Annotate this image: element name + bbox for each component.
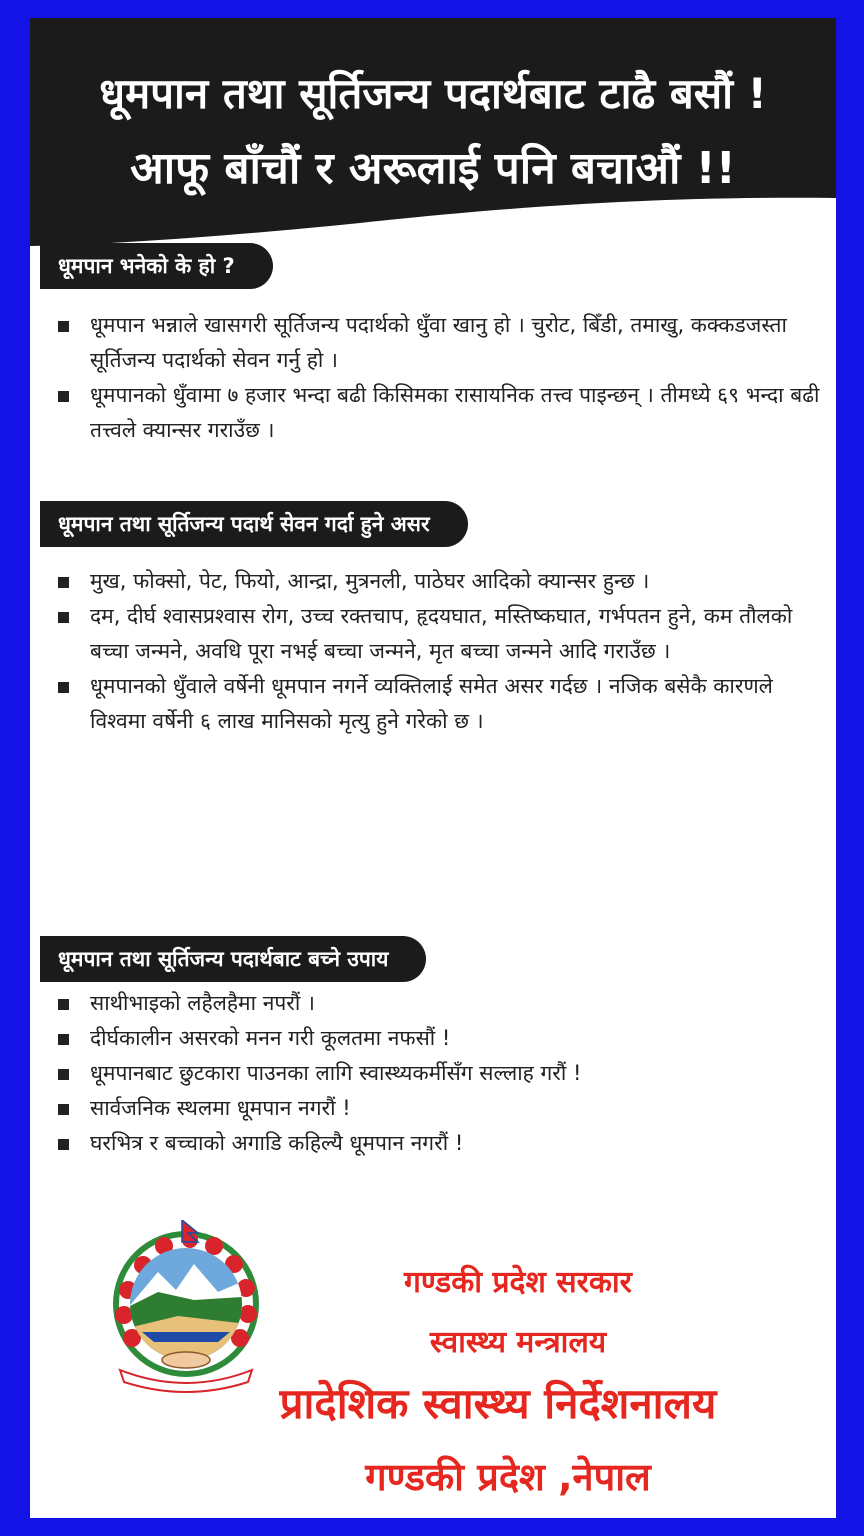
section-list-what-is-smoking [56,308,826,448]
bullet-icon [58,1069,69,1080]
list-item [56,564,826,599]
list-item-text: दीर्घकालीन असरको मनन गरी कूलतमा नफसौं ! [90,1026,451,1050]
section-list-prevention [56,986,826,1161]
footer-line-ministry: स्वास्थ्य मन्त्रालय [429,1325,607,1360]
poster [30,18,836,1518]
list-item [56,1126,826,1161]
bullet-icon [58,1034,69,1045]
section-title-effects: धूमपान तथा सूर्तिजन्य पदार्थ सेवन गर्दा हुने असर [40,501,468,547]
header-background [30,18,836,248]
bullet-icon [58,1139,69,1150]
list-item [56,1091,826,1126]
list-item-text: धूमपान भन्नाले खासगरी सूर्तिजन्य पदार्थको धुँवा खानु हो । चुरोट, बिँडी, तमाखु, कक्कडजस्ता सूर्तिजन्य पदार्थको सेवन गर्नु हो । [90,313,787,372]
header-band [30,18,836,248]
list-item-text: धूमपानको धुँवाले वर्षेनी धूमपान नगर्ने व्यक्तिलाई समेत असर गर्दछ । नजिक बसेकै कारणले विश्वमा वर्षेनी ६ लाख मानिसको मृत्यु हुने गरेको छ । [90,674,773,733]
bullet-icon [58,321,69,332]
nepal-emblem-icon [98,1220,274,1396]
bullet-icon [58,1104,69,1115]
footer-line-province: गण्डकी प्रदेश ,नेपाल [365,1455,651,1499]
bullet-icon [58,682,69,693]
section-title-prevention: धूमपान तथा सूर्तिजन्य पदार्थबाट बच्ने उपाय [40,936,426,982]
list-item-text: सार्वजनिक स्थलमा धूमपान नगरौं ! [90,1096,351,1120]
list-item-text: धूमपानको धुँवामा ७ हजार भन्दा बढी किसिमका रासायनिक तत्त्व पाइन्छन् । तीमध्ये ६९ भन्दा बढी तत्त्वले क्यान्सर गराउँछ । [90,383,820,442]
bullet-icon [58,577,69,588]
list-item [56,1021,826,1056]
list-item [56,599,826,669]
list-item [56,1056,826,1091]
list-item-text: घरभित्र र बच्चाको अगाडि कहिल्यै धूमपान नगरौं ! [90,1131,464,1155]
section-title-what-is-smoking: धूमपान भनेको के हो ? [40,243,273,289]
list-item-text: धूमपानबाट छुटकारा पाउनका लागि स्वास्थ्यकर्मीसँग सल्लाह गरौं ! [90,1061,582,1085]
headline-line-2: आफू बाँचौं र अरूलाई पनि बचाऔं !! [130,143,736,194]
list-item [56,378,826,448]
list-item [56,308,826,378]
footer-line-directorate: प्रादेशिक स्वास्थ्य निर्देशनालय [279,1379,717,1428]
list-item-text: साथीभाइको लहैलहैमा नपरौं । [90,991,315,1015]
bullet-icon [58,391,69,402]
footer [38,1208,836,1518]
section-list-effects [56,564,826,739]
bullet-icon [58,999,69,1010]
list-item [56,669,826,739]
list-item [56,986,826,1021]
list-item-text: मुख, फोक्सो, पेट, फियो, आन्द्रा, मुत्रनली, पाठेघर आदिको क्यान्सर हुन्छ । [90,569,650,593]
headline-line-1: धूमपान तथा सूर्तिजन्य पदार्थबाट टाढै बसौं ! [99,69,767,118]
list-item-text: दम, दीर्घ श्वासप्रश्वास रोग, उच्च रक्तचाप, हृदयघात, मस्तिष्कघात, गर्भपतन हुने, कम तौलको बच्चा जन्मने, अवधि पूरा नभई बच्चा जन्मने, मृत बच्चा जन्मने आदि गराउँछ । [90,604,793,663]
footer-line-government: गण्डकी प्रदेश सरकार [404,1265,632,1300]
bullet-icon [58,612,69,623]
